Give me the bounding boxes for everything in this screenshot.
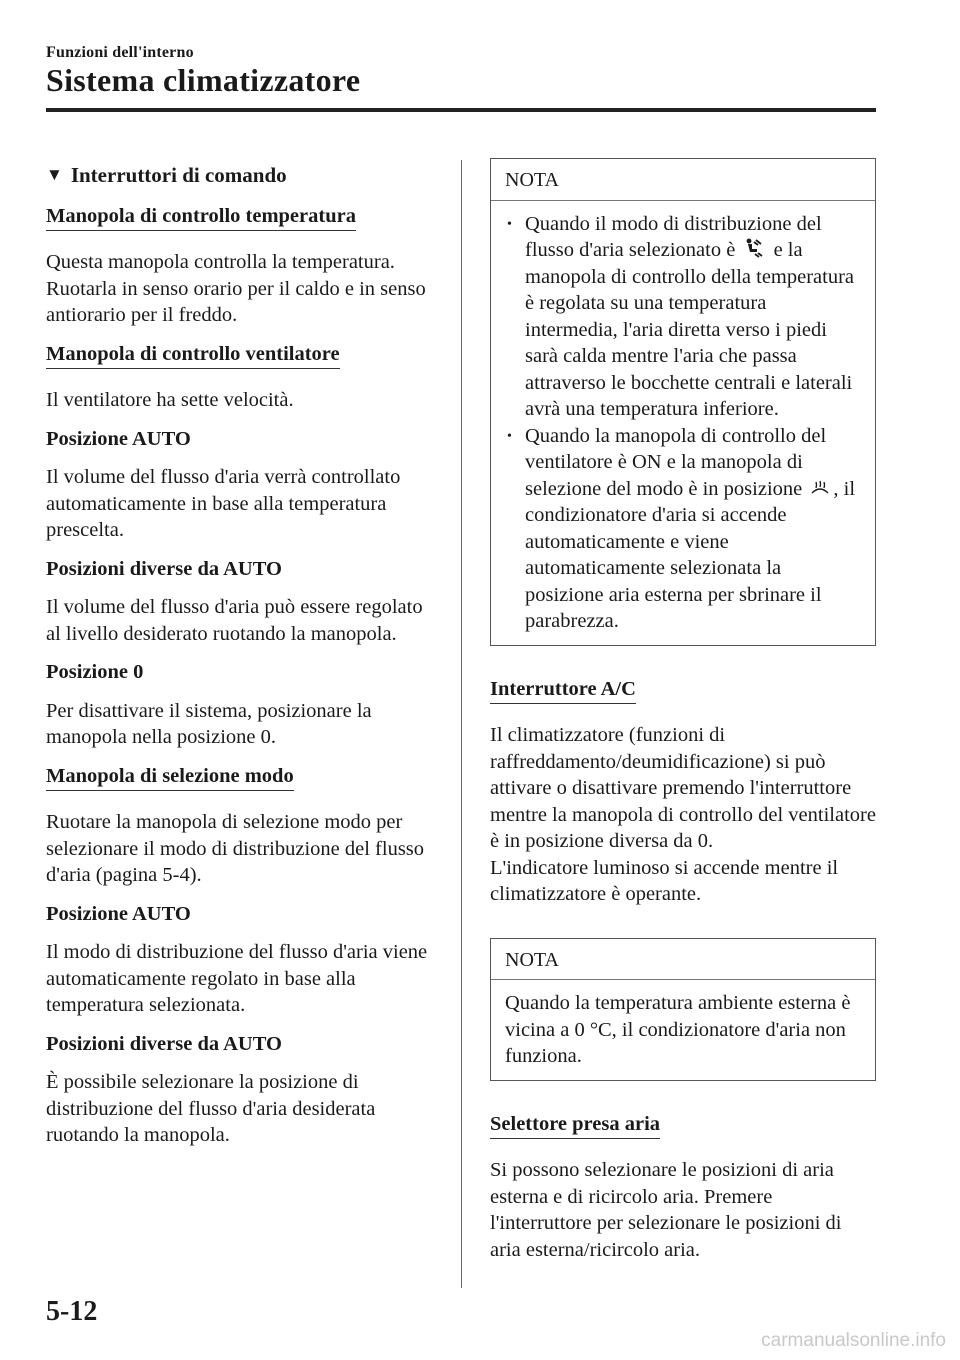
mode-other-text: È possibile selezionare la posizione di distribuzione del flusso d'aria desiderata ruotando la manopola.: [46, 1071, 376, 1146]
floor-defrost-mode-icon: [743, 238, 765, 258]
mode-other-label: Posizioni diverse da AUTO: [46, 1032, 282, 1055]
note-text: Quando la temperatura ambiente esterna è vicina a 0 °C, il condizionatore d'aria non funziona.: [505, 992, 851, 1067]
note-item-text-b: e la manopola di controllo della temperatura è regolata su una temperatura intermedia, l'aria diretta verso i piedi sarà calda mentre l'aria che passa attraverso le bocchette centrali e laterali avrà una temperatura inferiore.: [525, 239, 855, 420]
ac-indicator-text: L'indicatore luminoso si accende mentre il climatizzatore è operante.: [490, 856, 839, 905]
right-column: [490, 158, 876, 1275]
section-heading-text: Interruttori di comando: [70, 163, 287, 187]
bullet-dot-icon: •: [507, 216, 512, 232]
fan-auto-label: Posizione AUTO: [46, 427, 191, 450]
note-box-1: [490, 158, 876, 646]
fan-zero-label: Posizione 0: [46, 661, 144, 683]
temp-knob-heading: Manopola di controllo temperatura: [46, 203, 356, 232]
fan-auto-text: Il volume del flusso d'aria verrà controllato automaticamente in base alla temperatura prescelta.: [46, 466, 401, 541]
air-intake-text: Si possono selezionare le posizioni di aria esterna e di ricircolo aria. Premere l'interruttore per selezionare le posizioni di aria esterna/ricircolo aria.: [490, 1159, 842, 1261]
ac-switch-text: Il climatizzatore (funzioni di raffreddamento/deumidificazione) si può attivare o disattivare premendo l'interruttore mentre la manopola di controllo del ventilatore è in posizione diversa da 0.: [490, 724, 876, 852]
header-rule: [46, 108, 876, 112]
note-item-text-b: , il condizionatore d'aria si accende automaticamente e viene automaticamente selezionata la posizione aria esterna per sbrinare il parabrezza.: [525, 477, 856, 632]
note-item-text-a: Quando la manopola di controllo del ventilatore è ON e la manopola di selezione del modo è in posizione: [525, 424, 827, 500]
fan-other-text: Il volume del flusso d'aria può essere regolato al livello desiderato ruotando la manopola.: [46, 596, 423, 645]
mode-knob-heading: Manopola di selezione modo: [46, 763, 294, 792]
fan-knob-text: Il ventilatore ha sette velocità.: [46, 389, 294, 411]
note-box-2: [490, 938, 876, 1081]
note-title: NOTA: [491, 159, 875, 201]
triangle-bullet-icon: ▼: [46, 165, 63, 184]
column-divider: [461, 160, 462, 1288]
note-title: NOTA: [491, 939, 875, 981]
mode-auto-text: Il modo di distribuzione del flusso d'aria viene automaticamente regolato in base alla temperatura selezionata.: [46, 941, 428, 1016]
mode-knob-text: Ruotare la manopola di selezione modo per selezionare il modo di distribuzione del flusso d'aria (pagina 5-4).: [46, 811, 425, 886]
air-intake-heading: Selettore presa aria: [490, 1111, 660, 1140]
bullet-dot-icon: •: [507, 428, 512, 444]
fan-other-label: Posizioni diverse da AUTO: [46, 557, 282, 580]
section-heading: [46, 162, 442, 189]
note-item: [505, 423, 861, 635]
chapter-label: Funzioni dell'interno: [46, 44, 194, 61]
mode-auto-label: Posizione AUTO: [46, 902, 191, 925]
fan-zero-text: Per disattivare il sistema, posizionare la manopola nella posizione 0.: [46, 699, 372, 748]
fan-knob-heading: Manopola di controllo ventilatore: [46, 341, 340, 370]
watermark: carmanualsonline.info: [761, 1330, 946, 1351]
note-item: [505, 211, 861, 423]
temp-knob-text: Questa manopola controlla la temperatura. Ruotarla in senso orario per il caldo e in senso antiorario per il freddo.: [46, 251, 426, 326]
page-title: Sistema climatizzatore: [46, 62, 361, 98]
ac-switch-heading: Interruttore A/C: [490, 676, 636, 705]
note-item-text-a: Quando il modo di distribuzione del flusso d'aria selezionato è: [525, 212, 822, 261]
left-column: [46, 162, 442, 1161]
page-number: 5-12: [46, 1296, 98, 1327]
windshield-defrost-icon: [810, 479, 830, 497]
